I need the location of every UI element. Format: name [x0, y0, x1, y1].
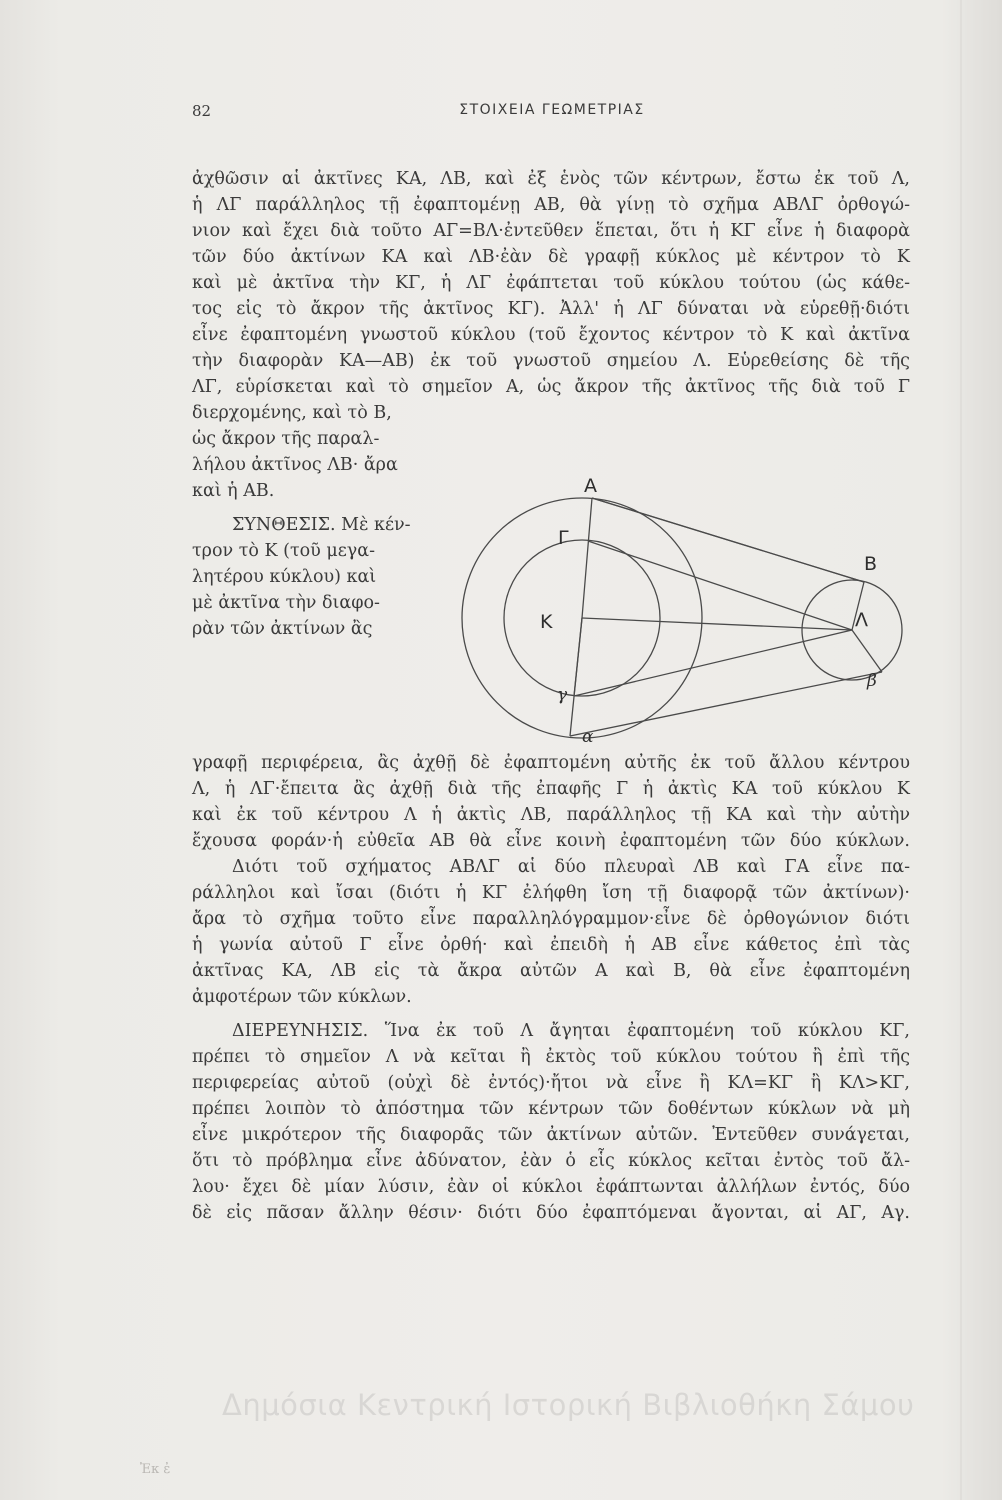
page-fold-shadow: [960, 0, 962, 1500]
label-small-gamma: γ: [557, 685, 568, 705]
text-line: ἡ γωνία αὐτοῦ Γ εἶνε ὀρθή· καὶ ἐπειδὴ ἡ ΑΒ εἶνε κάθετος ἐπὶ τὰς: [192, 935, 910, 955]
tangent-alpha-beta: [570, 672, 882, 736]
text-line: πρέπει τὸ σημεῖον Λ νὰ κεῖται ἢ ἐκτὸς τοῦ κύκλου τούτου ἢ ἐπὶ τῆς: [192, 1047, 910, 1067]
running-title: ΣΤΟΙΧΕΙΑ ΓΕΩΜΕΤΡΙΑΣ: [459, 102, 645, 118]
text-line: λου· ἔχει δὲ μίαν λύσιν, ἐὰν οἱ κύκλοι ἐφάπτωνται ἀλλήλων ἐντός, δύο: [192, 1177, 910, 1197]
text-line: ἄρα τὸ σχῆμα τοῦτο εἶνε παραλληλόγραμμον·εἶνε δὲ ὀρθογώνιον διότι: [192, 909, 910, 929]
section-heading-synthesis: ΣΥΝΘΕΣΙΣ. Μὲ κέν-: [232, 515, 411, 535]
label-b: B: [864, 553, 878, 575]
tangent-a-b: [592, 498, 864, 582]
text-line: μὲ ἀκτῖνα τὴν διαφο-: [192, 593, 380, 613]
text-line: δὲ εἰς πᾶσαν ἄλλην θέσιν· διότι δύο ἐφαπτόμεναι ἄγονται, αἱ ΑΓ, Αγ.: [192, 1203, 910, 1223]
text-line: ὡς ἄκρον τῆς παραλ-: [192, 429, 380, 449]
line-k-l: [582, 618, 852, 630]
tangent-l-g: [588, 541, 852, 630]
bottom-page-mark: Ἐκ ἐ: [140, 1462, 171, 1477]
text-line: καὶ μὲ ἀκτῖνα τὴν ΚΓ, ἡ ΛΓ ἐφάπτεται τοῦ κύκλου τούτου (ὡς κάθε-: [192, 273, 910, 293]
text-line: τῶν δύο ἀκτίνων ΚΑ καὶ ΛΒ·ἐὰν δὲ γραφῇ κύκλος μὲ κέντρον τὸ Κ: [192, 247, 910, 267]
text-line: ἀκτῖνας ΚΑ, ΛΒ εἰς τὰ ἄκρα αὐτῶν Α καὶ Β, θὰ εἶνε ἐφαπτομένη: [192, 961, 910, 981]
text-line: νιον καὶ ἔχει διὰ τοῦτο ΑΓ=ΒΛ·ἐντεῦθεν ἕπεται, ὅτι ἡ ΚΓ εἶνε ἡ διαφορὰ: [192, 221, 910, 241]
label-small-beta: β: [867, 671, 877, 691]
text-line: πρέπει λοιπὸν τὸ ἀπόστημα τῶν κέντρων τῶν δοθέντων κύκλων νὰ μὴ: [192, 1099, 910, 1119]
page-number: 82: [192, 102, 212, 120]
text-line: ἀχθῶσιν αἱ ἀκτῖνες ΚΑ, ΛΒ, καὶ ἐξ ἑνὸς τῶν κέντρων, ἔστω ἐκ τοῦ Λ,: [192, 169, 910, 189]
text-line: διερχομένης, καὶ τὸ Β,: [192, 403, 392, 423]
text-line: ἔχουσα φοράν·ἡ εὐθεῖα ΑΒ θὰ εἶνε κοινὴ ἐφαπτομένη τῶν δύο κύκλων.: [192, 831, 910, 851]
running-head: [192, 102, 912, 132]
text-line: εἶνε ἐφαπτομένη γνωστοῦ κύκλου (τοῦ ἔχοντος κέντρον τὸ Κ καὶ ἀκτῖνα: [192, 325, 910, 345]
text-line: ἡ ΛΓ παράλληλος τῇ ἐφαπτομένῃ ΑΒ, θὰ γίνῃ τὸ σχῆμα ΑΒΛΓ ὀρθογώ-: [192, 195, 910, 215]
text-line: καὶ ἐκ τοῦ κέντρου Λ ἡ ἀκτὶς ΛΒ, παράλληλος τῇ ΚΑ καὶ τὴν αὐτὴν: [192, 805, 910, 825]
text-line: ὅτι τὸ πρόβλημα εἶνε ἀδύνατον, ἐὰν ὁ εἷς κύκλος κεῖται ἐντὸς τοῦ ἄλ-: [192, 1151, 910, 1171]
text-line: Διότι τοῦ σχήματος ΑΒΛΓ αἱ δύο πλευραὶ ΛΒ καὶ ΓΑ εἶνε πα-: [232, 857, 910, 877]
text-line: περιφερείας αὐτοῦ (οὐχὶ δὲ ἐντός)·ἤτοι νὰ εἶνε ἢ ΚΛ=ΚΓ ἢ ΚΛ>ΚΓ,: [192, 1073, 910, 1093]
label-small-alpha: α: [582, 727, 594, 747]
text-line: Λ, ἡ ΛΓ·ἔπειτα ἂς ἀχθῇ διὰ τῆς ἐπαφῆς Γ ἡ ἀκτὶς ΚΑ τοῦ κύκλου Κ: [192, 779, 910, 799]
text-line: ρὰν τῶν ἀκτίνων ἂς: [192, 619, 373, 639]
geometry-figure: [462, 468, 922, 753]
text-line: τὴν διαφορὰν ΚΑ—ΑΒ) ἐκ τοῦ γνωστοῦ σημείου Λ. Εὑρεθείσης δὲ τῆς: [192, 351, 910, 371]
radius-k-a: [582, 498, 592, 618]
radius-l-beta: [852, 630, 882, 672]
section-heading-investigation: ΔΙΕΡΕΥΝΗΣΙΣ. Ἵνα ἐκ τοῦ Λ ἄγηται ἐφαπτομένη τοῦ κύκλου ΚΓ,: [232, 1021, 910, 1041]
label-a: A: [584, 475, 597, 497]
radius-k-alpha: [570, 618, 582, 736]
text-line: λητέρου κύκλου) καὶ: [192, 567, 377, 587]
text-line: καὶ ἡ ΑΒ.: [192, 481, 275, 501]
label-gamma: Γ: [558, 527, 569, 549]
label-lambda: Λ: [855, 609, 868, 631]
text-line: τος εἰς τὸ ἄκρον τῆς ἀκτῖνος ΚΓ). Ἀλλ' ἡ ΛΓ δύναται νὰ εὑρεθῇ·διότι: [192, 299, 910, 319]
text-line: τρον τὸ Κ (τοῦ μεγα-: [192, 541, 375, 561]
text-line: γραφῇ περιφέρεια, ἂς ἀχθῇ δὲ ἐφαπτομένη αὐτῆς ἐκ τοῦ ἄλλου κέντρου: [192, 753, 910, 773]
tangent-circles-diagram: [462, 468, 922, 753]
text-line: λήλου ἀκτῖνος ΛΒ· ἄρα: [192, 455, 398, 475]
text-line: ΛΓ, εὑρίσκεται καὶ τὸ σημεῖον Α, ὡς ἄκρον τῆς ἀκτῖνος τῆς διὰ τοῦ Γ: [192, 377, 910, 397]
text-line: ἀμφοτέρων τῶν κύκλων.: [192, 987, 412, 1007]
text-line: ράλληλοι καὶ ἴσαι (διότι ἡ ΚΓ ἐλήφθη ἴση τῇ διαφορᾷ τῶν ἀκτίνων)·: [192, 883, 910, 903]
label-k: K: [540, 611, 553, 633]
text-line: εἶνε μικρότερον τῆς διαφορᾶς τῶν ἀκτίνων αὐτῶν. Ἐντεῦθεν συνάγεται,: [192, 1125, 910, 1145]
library-watermark: Δημόσια Κεντρική Ιστορική Βιβλιοθήκη Σάμου: [222, 1388, 915, 1422]
